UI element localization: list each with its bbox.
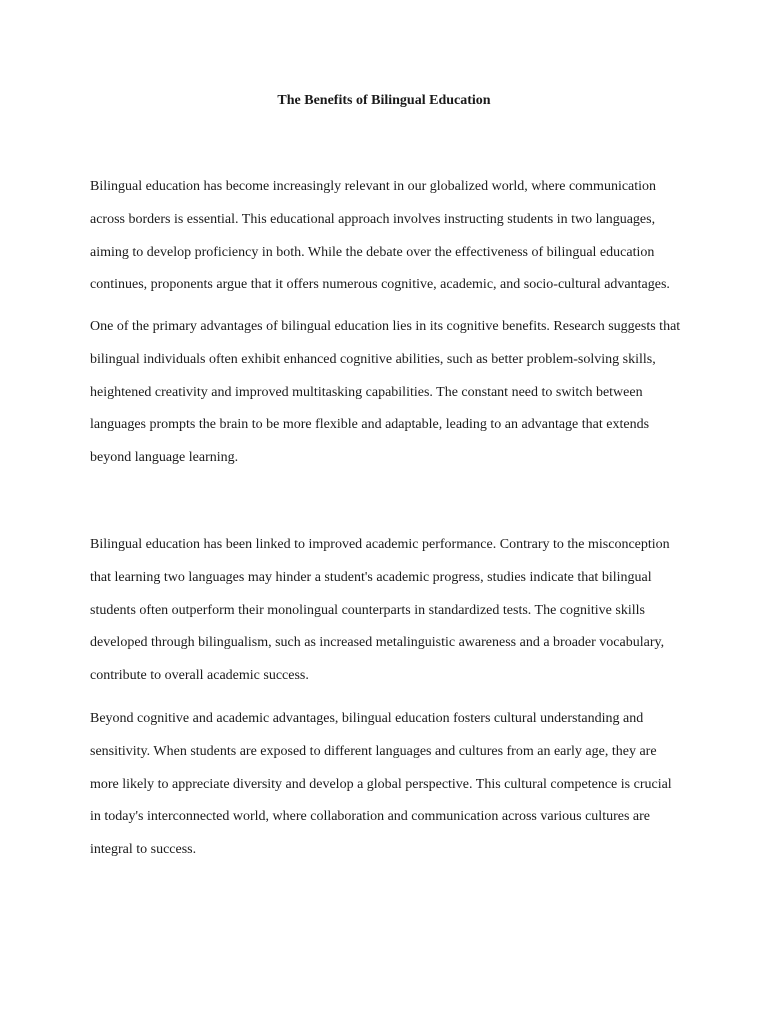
paragraph-line: sensitivity. When students are exposed to different languages and cultures from an early age, they are xyxy=(90,743,657,759)
paragraph-line: Bilingual education has been linked to improved academic performance. Contrary to the misconception xyxy=(90,537,670,552)
paragraph-line: Beyond cognitive and academic advantages, bilingual education fosters cultural understanding and xyxy=(90,711,644,726)
paragraph-line: more likely to appreciate diversity and develop a global perspective. This cultural competence is crucial xyxy=(90,776,672,792)
paragraph-line: bilingual individuals often exhibit enhanced cognitive abilities, such as better problem-solving skills, xyxy=(90,351,656,367)
paragraph-line: heightened creativity and improved multitasking capabilities. The constant need to switch between xyxy=(90,384,643,400)
document-title: The Benefits of Bilingual Education xyxy=(277,93,491,108)
paragraph-line: contribute to overall academic success. xyxy=(90,668,309,684)
paragraph-line: beyond language learning. xyxy=(90,450,239,466)
paragraph-intro xyxy=(90,171,678,302)
paragraph-line: in today's interconnected world, where collaboration and communication across various cultures are xyxy=(90,809,650,825)
paragraph-line: continues, proponents argue that it offers numerous cognitive, academic, and socio-cultural advantages. xyxy=(90,277,670,293)
paragraph-line: developed through bilingualism, such as increased metalinguistic awareness and a broader vocabulary, xyxy=(90,635,665,651)
paragraph-line: students often outperform their monolingual counterparts in standardized tests. The cognitive skills xyxy=(90,602,645,618)
paragraph-line: integral to success. xyxy=(90,842,197,858)
paragraph-academic xyxy=(90,529,678,693)
paragraph-line: One of the primary advantages of bilingual education lies in its cognitive benefits. Research suggests that xyxy=(90,319,681,334)
paragraph-cultural xyxy=(90,703,678,867)
paragraph-line: that learning two languages may hinder a student's academic progress, studies indicate that bilingual xyxy=(90,569,652,585)
paragraph-line: across borders is essential. This educational approach involves instructing students in two languages, xyxy=(90,211,656,227)
paragraph-line: languages prompts the brain to be more flexible and adaptable, leading to an advantage that extends xyxy=(90,417,650,433)
paragraph-line: Bilingual education has become increasingly relevant in our globalized world, where communication xyxy=(90,179,657,194)
paragraph-line: aiming to develop proficiency in both. While the debate over the effectiveness of bilingual education xyxy=(90,244,655,260)
paragraph-cognitive xyxy=(90,311,681,475)
